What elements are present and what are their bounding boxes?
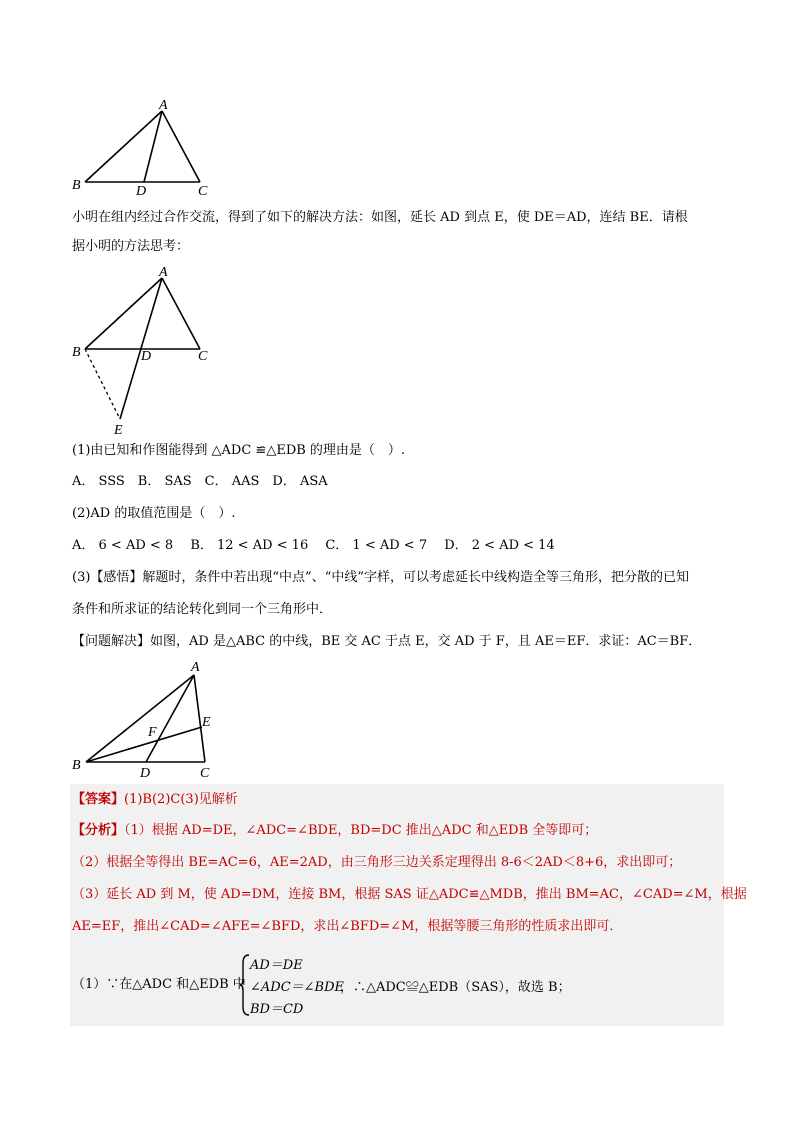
question-2-options: A． 6 < AD < 8 B． 12 < AD < 16 C． 1 < AD < 7 D． 2 < AD < 14 [72, 538, 555, 553]
figure-extended-median [60, 262, 230, 437]
label-b: B [72, 345, 81, 360]
label-e: E [114, 423, 123, 437]
question-3-line-2: 条件和所求证的结论转化到同一个三角形中． [72, 602, 333, 617]
label-d: D [136, 184, 147, 199]
label-c: C [200, 766, 210, 780]
label-a: A [159, 265, 168, 280]
solution-row-1: AD＝DE [250, 958, 303, 973]
answer-line [72, 790, 238, 810]
solution-suffix: ，∴△ADC≌△EDB（SAS），故选 B； [340, 980, 571, 995]
label-c: C [198, 349, 208, 364]
analysis-text-1: （1）根据 AD=DE，∠ADC=∠BDE，BD=DC 推出△ADC 和△EDB 全等即可； [124, 823, 598, 838]
label-f: F [148, 725, 157, 740]
question-1-options: A． SSS B． SAS C． AAS D． ASA [72, 474, 328, 489]
question-1-stem: (1)由已知和作图能得到 △ADC ≌△EDB 的理由是（ ）. [72, 443, 406, 458]
question-2-stem: (2)AD 的取值范围是（ ）. [72, 506, 236, 521]
label-e: E [202, 715, 211, 730]
analysis-line-3b: AE=EF，推出∠CAD=∠AFE=∠BFD，求出∠BFD=∠M，根据等腰三角形的性质求出即可． [72, 919, 623, 934]
solution-row-3: BD＝CD [250, 1002, 304, 1017]
question-3-line-1: (3)【感悟】解题时，条件中若出现“中点”、“中线”字样，可以考虑延长中线构造全等三角形，把分散的已知 [72, 570, 689, 585]
label-b: B [72, 758, 81, 773]
label-d: D [141, 349, 152, 364]
figure-triangle-abc [60, 95, 230, 200]
analysis-line-1 [72, 821, 597, 841]
label-a: A [159, 98, 168, 113]
label-b: B [72, 178, 81, 193]
intro-line-1: 小明在组内经过合作交流，得到了如下的解决方法：如图，延长 AD 到点 E，使 DE＝AD，连结 BE．请根 [72, 210, 688, 225]
analysis-line-2: （2）根据全等得出 BE=AC=6，AE=2AD，由三角形三边关系定理得出 8-6＜2AD＜8+6，求出即可； [72, 855, 682, 870]
label-a: A [191, 660, 200, 675]
answer-content: (1)B(2)C(3)见解析 [124, 792, 238, 807]
analysis-label: 【分析】 [72, 823, 125, 838]
solution-prefix: （1）∵在△ADC 和△EDB 中 [72, 977, 246, 992]
label-c: C [198, 184, 208, 199]
label-d: D [140, 766, 151, 780]
solution-row-2: ∠ADC＝∠BDE [250, 980, 345, 995]
figure-problem-triangle [60, 655, 230, 780]
answer-label: 【答案】 [72, 792, 125, 807]
problem-statement: 【问题解决】如图，AD 是△ABC 的中线，BE 交 AC 于点 E，交 AD 于 F，且 AE＝EF．求证：AC＝BF． [72, 634, 702, 649]
analysis-line-3a: （3）延长 AD 到 M，使 AD=DM，连接 BM，根据 SAS 证△ADC≌△MDB，推出 BM=AC，∠CAD=∠M，根据 [72, 887, 747, 902]
intro-line-2: 据小明的方法思考： [72, 239, 190, 254]
